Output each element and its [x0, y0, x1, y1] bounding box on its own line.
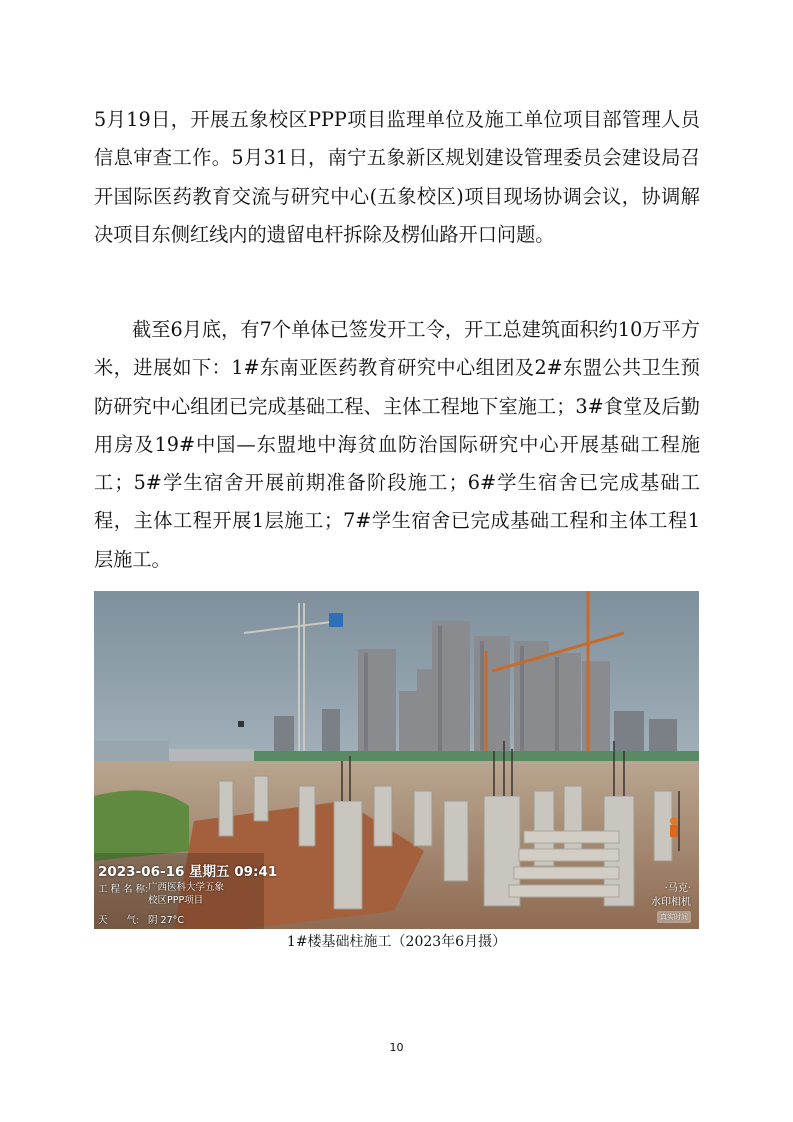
watermark-app-line-2: 水印相机 [651, 897, 691, 908]
photo-caption: 1#楼基础柱施工（2023年6月摄） [286, 934, 507, 950]
project-name-value [148, 881, 224, 907]
watermark-app-line-1: ·马克· [664, 883, 691, 894]
real-time-badge: 真实时间 [657, 911, 691, 923]
project-name-line-1: 广西医科大学五象 [148, 882, 225, 893]
project-name-line-2: 校区PPP项目 [148, 895, 204, 906]
paragraph-2: 截至6月底，有7个单体已签发开工令，开工总建筑面积约10万平方米，进展如下：1#东南亚医药教育研究中心组团及2#东盟公共卫生预防研究中心组团已完成基础工程、主体工程地下室施工；3#食堂及后勤用房及19#中国—东盟地中海贫血防治国际研究中心开展基础工程施工；5#学生宿舍开展前期准备阶段施工；6#学生宿舍已完成基础工程，主体工程开展1层施工；7#学生宿舍已完成基础工程和主体工程1层施工。 [94, 318, 700, 571]
photo-timestamp: 2023-06-16 星期五 09:41 [98, 864, 278, 880]
construction-photo [94, 591, 699, 929]
page-number: 10 [389, 1041, 404, 1054]
watermark-app-logo [651, 882, 691, 910]
weather-label: 天 气: [98, 915, 140, 926]
paragraph-1: 5月19日，开展五象校区PPP项目监理单位及施工单位项目部管理人员信息审查工作。5月31日，南宁五象新区规划建设管理委员会建设局召开国际医药教育交流与研究中心(五象校区)项目现场协调会议，协调解决项目东侧红线内的遗留电杆拆除及楞仙路开口问题。 [94, 108, 700, 246]
project-name-label: 工 程 名 称: [98, 884, 149, 895]
weather-value: 阴 27°C [148, 915, 184, 926]
